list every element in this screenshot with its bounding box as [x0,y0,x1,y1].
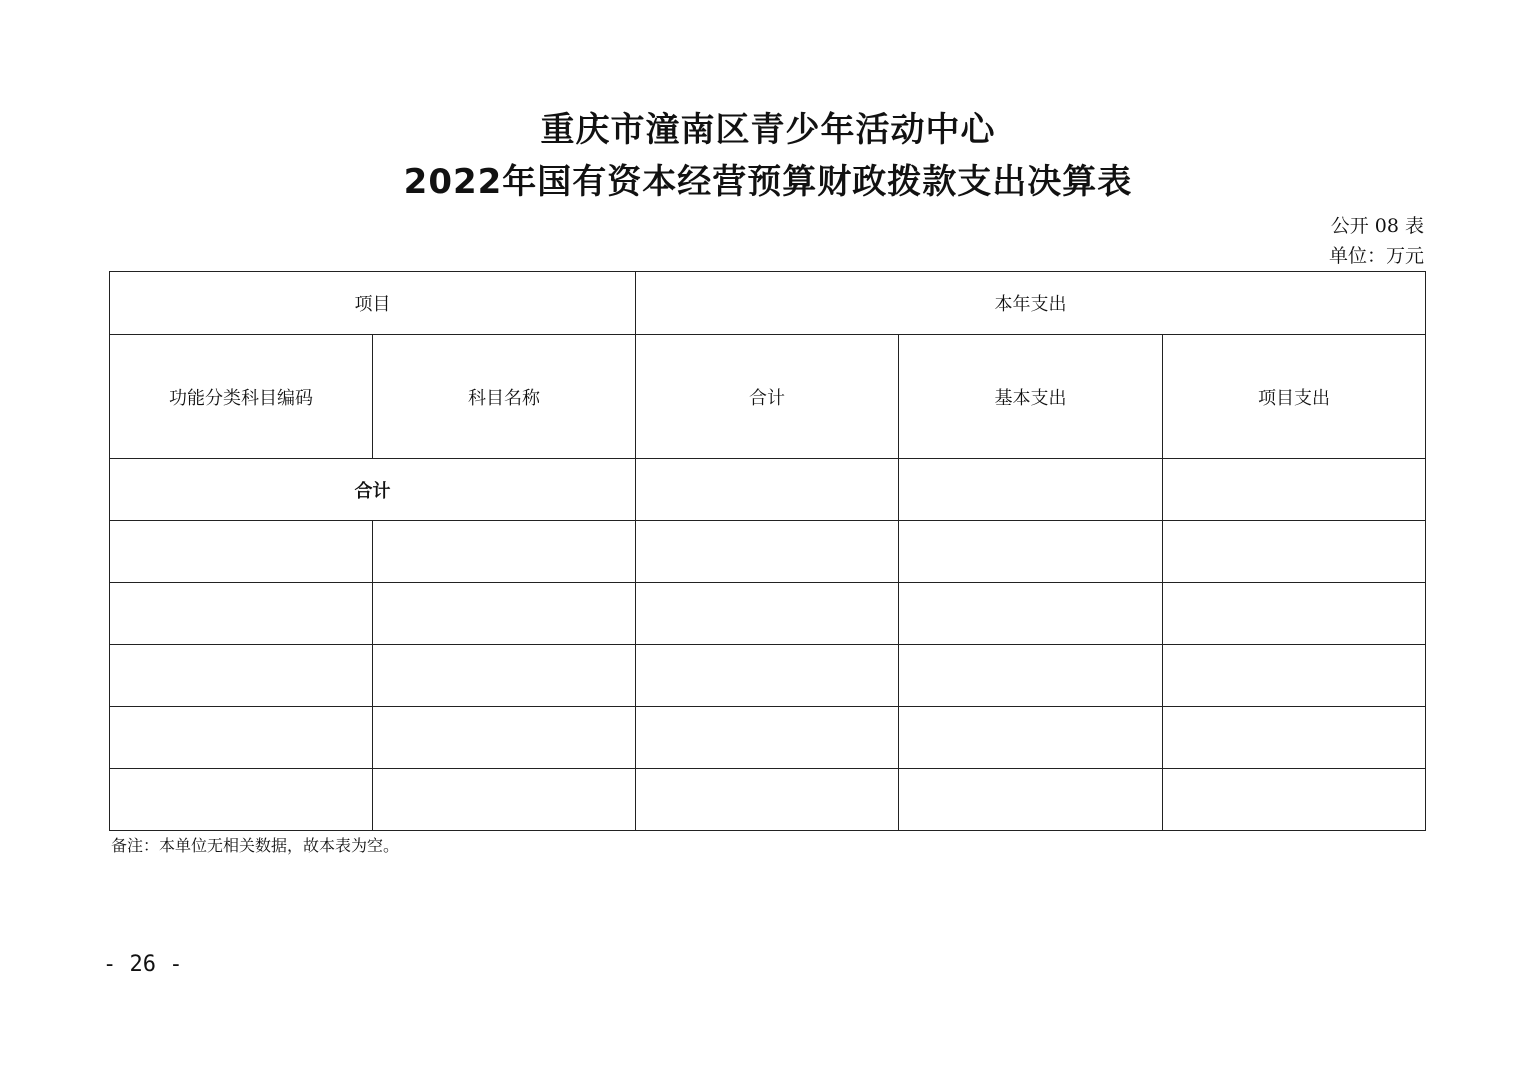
form-number: 公开 08 表 [1330,215,1424,237]
total-row-label: 合计 [110,459,636,521]
unit-label: 单位：万元 [1328,245,1424,267]
table-cell [110,645,373,707]
table-row [110,645,1426,707]
table-cell [899,583,1163,645]
column-header-name: 科目名称 [373,335,636,459]
table-cell [1163,583,1426,645]
table-cell [110,583,373,645]
header-column-row [110,335,1426,459]
total-row-cell [1163,459,1426,521]
table-row [110,583,1426,645]
column-header-code: 功能分类科目编码 [110,335,373,459]
table-cell [636,521,899,583]
table-cell [373,583,636,645]
table-cell [636,769,899,831]
table-row [110,769,1426,831]
column-header-basic: 基本支出 [899,335,1163,459]
table-cell [110,769,373,831]
table-cell [899,707,1163,769]
budget-table [109,271,1426,831]
table-cell [373,707,636,769]
document-subtitle: 2022年国有资本经营预算财政拨款支出决算表 [403,162,1133,202]
table-cell [636,583,899,645]
header-item-group: 项目 [110,272,636,335]
table-cell [1163,769,1426,831]
column-header-project: 项目支出 [1163,335,1426,459]
table-cell [110,707,373,769]
table-cell [1163,521,1426,583]
table-cell [899,769,1163,831]
table-cell [899,521,1163,583]
table-row [110,707,1426,769]
page-number: - 26 - [103,952,183,977]
table-cell [373,769,636,831]
table-cell [373,521,636,583]
table-cell [110,521,373,583]
total-row [110,459,1426,521]
table-cell [1163,707,1426,769]
header-expense-group: 本年支出 [636,272,1426,335]
table-cell [373,645,636,707]
header-group-row [110,272,1426,335]
table-row [110,521,1426,583]
table-cell [636,645,899,707]
total-row-cell [636,459,899,521]
table-cell [1163,645,1426,707]
document-title: 重庆市潼南区青少年活动中心 [540,110,996,150]
column-header-total: 合计 [636,335,899,459]
table-cell [899,645,1163,707]
total-row-cell [899,459,1163,521]
table-cell [636,707,899,769]
table-note: 备注：本单位无相关数据，故本表为空。 [111,836,400,855]
